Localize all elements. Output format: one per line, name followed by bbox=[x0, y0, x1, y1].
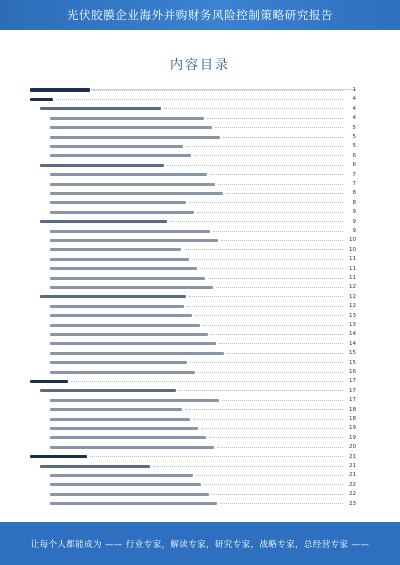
toc-dot-leader bbox=[190, 362, 343, 363]
toc-page-number: 9 bbox=[352, 209, 356, 216]
toc-page-number: 17 bbox=[349, 387, 356, 394]
toc-entry-title bbox=[30, 98, 53, 102]
toc-entry[interactable] bbox=[50, 142, 356, 150]
toc-entry[interactable] bbox=[50, 255, 356, 263]
toc-entry-title bbox=[50, 117, 204, 120]
toc-dot-leader bbox=[200, 268, 343, 269]
toc-page-number: 7 bbox=[352, 171, 356, 178]
toc-entry-title bbox=[30, 88, 90, 92]
toc-entry[interactable] bbox=[50, 152, 356, 160]
toc-entry-title bbox=[50, 277, 205, 280]
toc-entry[interactable] bbox=[30, 95, 356, 103]
toc-entry-title bbox=[50, 502, 217, 505]
toc-dot-leader bbox=[201, 428, 343, 429]
toc-dot-leader bbox=[90, 456, 343, 457]
toc-entry[interactable] bbox=[40, 218, 356, 226]
toc-page-number: 12 bbox=[349, 284, 356, 291]
toc-entry[interactable] bbox=[50, 349, 356, 357]
toc-page-number: 4 bbox=[352, 115, 356, 122]
toc-entry[interactable] bbox=[50, 124, 356, 132]
toc-entry-title bbox=[50, 446, 214, 449]
toc-entry[interactable] bbox=[50, 208, 356, 216]
toc-dot-leader bbox=[226, 193, 343, 194]
toc-dot-leader bbox=[219, 343, 343, 344]
toc-entry[interactable] bbox=[50, 500, 356, 508]
toc-entry[interactable] bbox=[50, 133, 356, 141]
toc-dot-leader bbox=[167, 165, 343, 166]
toc-entry-title bbox=[50, 136, 220, 139]
toc-page-number: 12 bbox=[349, 303, 356, 310]
toc-dot-leader bbox=[221, 240, 343, 241]
toc-page-number: 13 bbox=[349, 312, 356, 319]
toc-dot-leader bbox=[164, 108, 343, 109]
toc-page-number: 5 bbox=[352, 134, 356, 140]
toc-entry[interactable] bbox=[50, 368, 356, 376]
toc-entry-title bbox=[40, 465, 150, 468]
toc-page-number: 4 bbox=[352, 96, 356, 103]
toc-entry[interactable] bbox=[50, 246, 356, 254]
toc-entry[interactable] bbox=[40, 105, 356, 113]
toc-entry[interactable] bbox=[40, 387, 356, 395]
toc-dot-leader bbox=[203, 325, 343, 326]
toc-entry-title bbox=[50, 239, 218, 242]
toc-entry[interactable] bbox=[50, 434, 356, 442]
toc-entry-title bbox=[50, 183, 215, 186]
toc-entry-title bbox=[50, 474, 193, 477]
toc-dot-leader bbox=[71, 381, 343, 382]
toc-entry[interactable] bbox=[50, 406, 356, 414]
toc-entry[interactable] bbox=[40, 161, 356, 169]
toc-page-number: 22 bbox=[349, 491, 356, 498]
toc-dot-leader bbox=[93, 90, 343, 91]
toc-entry-title bbox=[40, 220, 167, 223]
toc-dot-leader bbox=[208, 278, 343, 279]
toc-entry-title bbox=[40, 164, 164, 167]
toc-heading: 内容目录 bbox=[169, 58, 230, 73]
footer-banner bbox=[0, 522, 400, 565]
toc-page-number: 6 bbox=[352, 152, 356, 159]
toc-page-number: 4 bbox=[352, 105, 356, 112]
toc-entry[interactable] bbox=[50, 415, 356, 423]
toc-dot-leader bbox=[194, 155, 343, 156]
toc-page-number: 23 bbox=[349, 500, 356, 507]
toc-dot-leader bbox=[189, 296, 343, 297]
toc-entry[interactable] bbox=[30, 377, 356, 385]
toc-entry[interactable] bbox=[50, 330, 356, 338]
toc-entry-title bbox=[30, 455, 87, 459]
toc-dot-leader bbox=[187, 306, 343, 307]
toc-entry-title bbox=[40, 107, 161, 110]
toc-entry[interactable] bbox=[50, 312, 356, 320]
toc-entry-title bbox=[50, 286, 213, 289]
toc-dot-leader bbox=[179, 390, 343, 391]
toc-entry-title bbox=[50, 493, 209, 496]
toc-page-number: 20 bbox=[349, 444, 356, 451]
toc-dot-leader bbox=[211, 334, 343, 335]
toc-entry[interactable] bbox=[50, 236, 356, 244]
toc-entry[interactable] bbox=[50, 274, 356, 282]
toc-entry-title bbox=[50, 314, 192, 317]
header-banner bbox=[0, 0, 400, 30]
toc-dot-leader bbox=[189, 202, 343, 203]
toc-dot-leader bbox=[170, 221, 343, 222]
toc-page-number: 15 bbox=[349, 350, 356, 357]
toc-entry[interactable] bbox=[50, 283, 356, 291]
toc-dot-leader bbox=[218, 184, 343, 185]
toc-dot-leader bbox=[204, 484, 343, 485]
toc-entry-title bbox=[50, 324, 200, 327]
toc-entry[interactable] bbox=[50, 443, 356, 451]
toc-entry-title bbox=[50, 145, 183, 148]
toc-entry-title bbox=[50, 267, 197, 270]
toc-page-number: 10 bbox=[349, 237, 356, 244]
toc-dot-leader bbox=[209, 437, 343, 438]
toc-entry-title bbox=[40, 389, 176, 392]
toc-entry[interactable] bbox=[50, 471, 356, 479]
toc-dot-leader bbox=[186, 146, 343, 147]
toc-entry-title bbox=[50, 192, 223, 195]
toc-entry-title bbox=[50, 371, 195, 374]
toc-dot-leader bbox=[197, 212, 343, 213]
toc-page-number: 19 bbox=[349, 425, 356, 432]
toc-entry[interactable] bbox=[50, 199, 356, 207]
toc-dot-leader bbox=[215, 127, 343, 128]
toc-entry-title bbox=[30, 380, 68, 384]
toc-page-number: 21 bbox=[349, 453, 356, 460]
toc-entry-title bbox=[50, 483, 201, 486]
toc-entry[interactable] bbox=[50, 171, 356, 179]
toc-entry-title bbox=[50, 126, 212, 129]
toc-page-number: 8 bbox=[352, 199, 356, 206]
toc-dot-leader bbox=[196, 475, 343, 476]
toc-dot-leader bbox=[207, 118, 343, 119]
toc-dot-leader bbox=[220, 503, 343, 504]
toc-entry-title bbox=[50, 342, 216, 345]
toc-entry-title bbox=[50, 173, 207, 176]
toc-dot-leader bbox=[153, 466, 343, 467]
toc-entry-title bbox=[50, 399, 219, 402]
toc-entry-title bbox=[50, 418, 190, 421]
toc-dot-leader bbox=[192, 259, 343, 260]
toc-page-number: 14 bbox=[349, 340, 356, 347]
toc-entry[interactable] bbox=[50, 265, 356, 273]
toc-dot-leader bbox=[212, 494, 343, 495]
toc-dot-leader bbox=[193, 419, 343, 420]
toc-entry-title bbox=[50, 427, 198, 430]
toc-page-number: 19 bbox=[349, 434, 356, 441]
toc-entry-title bbox=[50, 352, 224, 355]
toc-page-number: 9 bbox=[352, 218, 356, 225]
toc-page-number: 7 bbox=[352, 181, 356, 187]
footer-text: 让每个人都能成为 —— 行业专家，解读专家，研究专家，战略专家，总经营专家 —— bbox=[30, 539, 370, 550]
toc-entry-title bbox=[40, 295, 186, 298]
toc-entry[interactable] bbox=[30, 453, 356, 461]
toc-entry-title bbox=[50, 248, 181, 251]
toc-entry[interactable] bbox=[50, 424, 356, 432]
toc-entry[interactable] bbox=[50, 180, 356, 188]
toc-page-number: 18 bbox=[349, 416, 356, 422]
toc-dot-leader bbox=[56, 99, 343, 100]
toc-entry-title bbox=[50, 230, 210, 233]
toc-entry[interactable] bbox=[50, 340, 356, 348]
toc-entry[interactable] bbox=[50, 321, 356, 329]
toc-entry[interactable] bbox=[50, 359, 356, 367]
toc-entry[interactable] bbox=[50, 490, 356, 498]
toc-entry-title bbox=[50, 258, 189, 261]
toc-dot-leader bbox=[198, 372, 343, 373]
toc-entry[interactable] bbox=[50, 396, 356, 404]
toc-page-number: 13 bbox=[349, 322, 356, 328]
toc-entry[interactable] bbox=[50, 189, 356, 197]
toc-entry-title bbox=[50, 305, 184, 308]
toc-entry-title bbox=[50, 333, 208, 336]
toc-page-number: 10 bbox=[349, 246, 356, 253]
toc-entry-title bbox=[50, 201, 186, 204]
toc-entry-title bbox=[50, 436, 206, 439]
toc-entry[interactable] bbox=[50, 227, 356, 235]
toc-page-number: 21 bbox=[349, 472, 356, 479]
toc-page-number: 1 bbox=[352, 87, 356, 93]
toc-page-number: 17 bbox=[349, 378, 356, 385]
toc-entry[interactable] bbox=[40, 462, 356, 470]
toc-page-number: 22 bbox=[349, 481, 356, 488]
toc-page-number: 11 bbox=[349, 275, 356, 281]
toc-page-number: 6 bbox=[352, 162, 356, 169]
toc-dot-leader bbox=[216, 287, 343, 288]
toc-page-number: 9 bbox=[352, 228, 356, 234]
toc-dot-leader bbox=[195, 315, 343, 316]
toc-page-number: 12 bbox=[349, 293, 356, 300]
toc-entry[interactable] bbox=[50, 481, 356, 489]
toc-dot-leader bbox=[227, 353, 343, 354]
toc-dot-leader bbox=[223, 137, 343, 138]
toc-entry[interactable] bbox=[50, 114, 356, 122]
toc-dot-leader bbox=[210, 174, 343, 175]
toc-page-number: 18 bbox=[349, 406, 356, 413]
toc-dot-leader bbox=[185, 409, 343, 410]
toc-entry[interactable] bbox=[40, 293, 356, 301]
toc-dot-leader bbox=[222, 400, 343, 401]
toc-page-number: 17 bbox=[349, 397, 356, 404]
toc-page-number: 15 bbox=[349, 359, 356, 366]
toc-dot-leader bbox=[217, 447, 343, 448]
toc-entry-title bbox=[50, 211, 194, 214]
toc-dot-leader bbox=[184, 249, 343, 250]
toc-page-number: 11 bbox=[349, 265, 356, 272]
toc-entry-title bbox=[50, 408, 182, 411]
toc-dot-leader bbox=[213, 231, 343, 232]
toc-page-number: 8 bbox=[352, 190, 356, 197]
toc-entry[interactable] bbox=[50, 302, 356, 310]
toc-page-number: 16 bbox=[349, 369, 356, 375]
toc-page-number: 5 bbox=[352, 143, 356, 150]
toc-entry[interactable] bbox=[30, 86, 356, 94]
toc-entry-title bbox=[50, 361, 187, 364]
toc-page-number: 21 bbox=[349, 463, 356, 469]
report-title: 光伏胶膜企业海外并购财务风险控制策略研究报告 bbox=[66, 8, 334, 22]
toc-page-number: 14 bbox=[349, 331, 356, 338]
toc-page-number: 5 bbox=[352, 124, 356, 131]
toc-entry-title bbox=[50, 154, 191, 157]
toc-page-number: 11 bbox=[349, 256, 356, 263]
